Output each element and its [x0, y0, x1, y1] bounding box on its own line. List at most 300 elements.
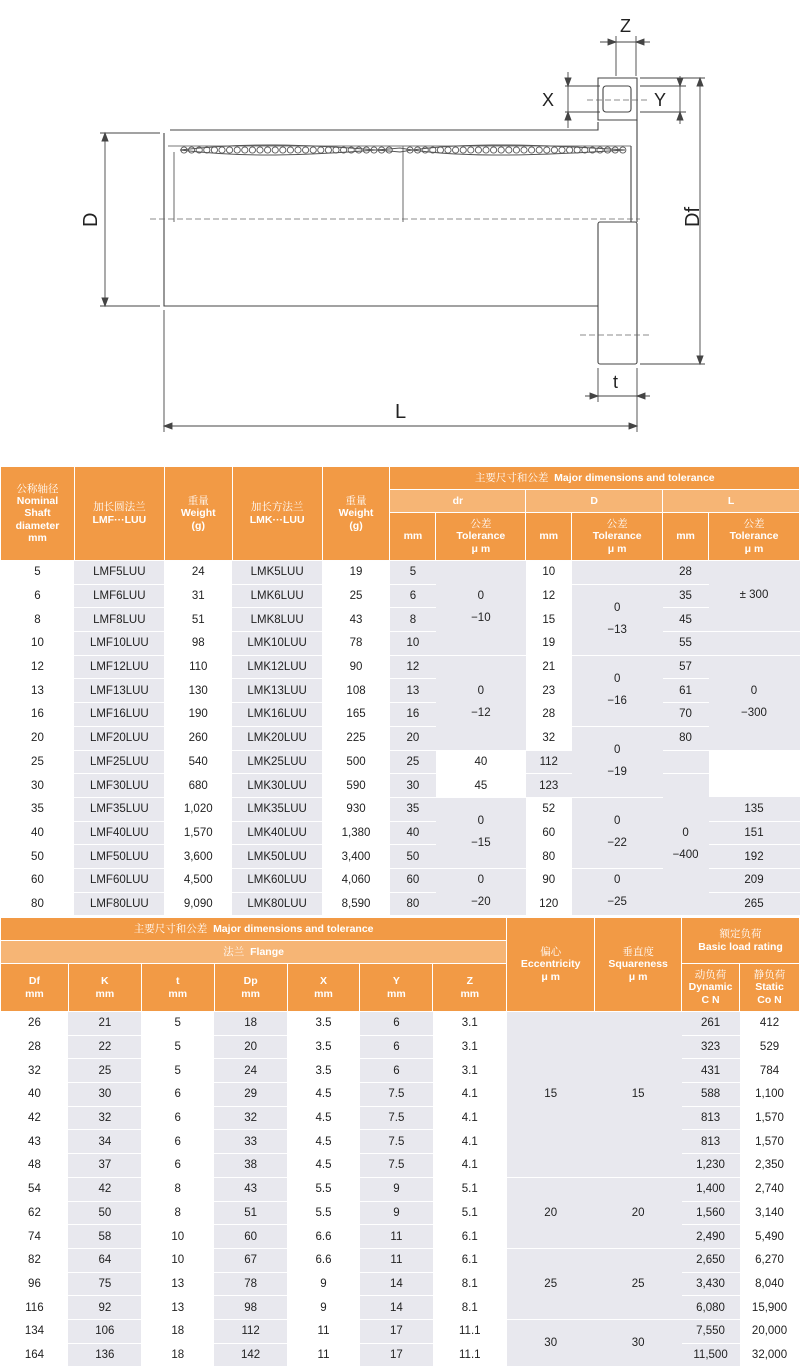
cell-x: 9	[287, 1296, 360, 1320]
cell-t: 6	[141, 1154, 214, 1178]
cell-dp: 38	[214, 1154, 287, 1178]
cell-weight-lmf: 51	[164, 608, 232, 632]
cell-d-tol	[572, 655, 663, 726]
cell-l: 28	[663, 561, 709, 585]
cell-weight-lmf: 110	[164, 655, 232, 679]
cell-static: 1,570	[740, 1106, 800, 1130]
cell-weight-lmf: 4,500	[164, 868, 232, 892]
cell-t: 18	[141, 1343, 214, 1367]
label-l: L	[395, 401, 407, 423]
cell-z: 8.1	[433, 1272, 507, 1296]
cell-l: 151	[709, 821, 800, 845]
cell-static: 8,040	[740, 1272, 800, 1296]
cell-weight-lmk: 1,380	[322, 821, 390, 845]
cell-x: 9	[287, 1272, 360, 1296]
cell-df: 82	[1, 1248, 69, 1272]
cell-k: 37	[68, 1154, 141, 1178]
cell-d-tol-upper: 0	[613, 672, 621, 685]
cell-weight-lmk: 19	[322, 561, 390, 585]
table-row	[1, 679, 800, 703]
header-z: Z mm	[433, 964, 507, 1012]
cell-t: 5	[141, 1012, 214, 1036]
cell-t: 10	[141, 1225, 214, 1249]
cell-l: 57	[663, 655, 709, 679]
cell-y: 7.5	[360, 1154, 433, 1178]
cell-shaft: 35	[1, 797, 75, 821]
cell-dr: 6	[390, 584, 436, 608]
cell-t: 8	[141, 1177, 214, 1201]
cell-dp: 51	[214, 1201, 287, 1225]
cell-d-tol-upper: 0	[613, 815, 621, 828]
cell-static: 32,000	[740, 1343, 800, 1367]
cell-y: 9	[360, 1201, 433, 1225]
cell-d-tol-upper: 0	[613, 601, 621, 614]
cell-weight-lmf: 31	[164, 584, 232, 608]
cell-lmf: LMF16LUU	[74, 703, 164, 727]
table-row	[1, 1319, 800, 1343]
cell-dr: 40	[390, 821, 436, 845]
cell-d: 15	[526, 608, 572, 632]
cell-shaft: 60	[1, 868, 75, 892]
cell-z: 3.1	[433, 1012, 507, 1036]
cell-dynamic: 3,430	[682, 1272, 740, 1296]
cell-l: 209	[709, 868, 800, 892]
cell-l-tol	[663, 750, 709, 774]
label-df: Df	[682, 207, 704, 227]
cell-lmk: LMK20LUU	[232, 726, 322, 750]
cell-eccentricity: 25	[507, 1248, 595, 1319]
header-dp: Dp mm	[214, 964, 287, 1012]
cell-d-tol	[572, 726, 663, 797]
cell-d: 19	[526, 632, 572, 656]
header-weight-lmf: 重量 Weight (g)	[164, 467, 232, 561]
cell-d: 120	[526, 892, 572, 916]
dimensions-table-1	[0, 466, 800, 916]
cell-static: 20,000	[740, 1319, 800, 1343]
cell-z: 6.1	[433, 1225, 507, 1249]
cell-dr-tol-lower: −12	[471, 706, 491, 719]
cell-weight-lmf: 3,600	[164, 845, 232, 869]
cell-d: 80	[526, 845, 572, 869]
cell-l-tol-lower: −300	[741, 706, 767, 719]
cell-y: 7.5	[360, 1106, 433, 1130]
cell-static: 2,350	[740, 1154, 800, 1178]
cell-shaft: 8	[1, 608, 75, 632]
cell-d-tol-lower: −19	[607, 765, 627, 778]
cell-weight-lmk: 165	[322, 703, 390, 727]
cell-l: 112	[526, 750, 572, 774]
cell-l: 61	[663, 679, 709, 703]
cell-dr-tol-upper: 0	[477, 684, 485, 697]
cell-l: 45	[663, 608, 709, 632]
cell-weight-lmk: 8,590	[322, 892, 390, 916]
cell-l-tol-upper: 0	[682, 826, 689, 839]
cell-weight-lmf: 1,570	[164, 821, 232, 845]
cell-l-tol-lower: −400	[672, 848, 699, 861]
cell-lmf: LMF30LUU	[74, 774, 164, 798]
cell-lmk: LMK12LUU	[232, 655, 322, 679]
cell-x: 11	[287, 1319, 360, 1343]
cell-x: 4.5	[287, 1130, 360, 1154]
bearing-body-outline	[164, 133, 598, 306]
cell-dr-tol	[436, 561, 526, 656]
cell-x: 4.5	[287, 1106, 360, 1130]
cell-z: 4.1	[433, 1130, 507, 1154]
cell-dp: 78	[214, 1272, 287, 1296]
cell-k: 58	[68, 1225, 141, 1249]
cell-static: 529	[740, 1035, 800, 1059]
header-lmf: 加长圆法兰 LMF···LUU	[74, 467, 164, 561]
cell-dr: 16	[390, 703, 436, 727]
cell-df: 42	[1, 1106, 69, 1130]
cell-d-tol	[572, 584, 663, 655]
cell-lmf: LMF13LUU	[74, 679, 164, 703]
cell-dynamic: 323	[682, 1035, 740, 1059]
cell-d-tol-lower: −25	[607, 896, 627, 909]
cell-z: 5.1	[433, 1177, 507, 1201]
cell-k: 30	[68, 1083, 141, 1107]
cell-eccentricity: 30	[507, 1319, 595, 1366]
cell-z: 4.1	[433, 1083, 507, 1107]
header-l: L	[663, 490, 800, 513]
cell-dynamic: 813	[682, 1106, 740, 1130]
cell-static: 3,140	[740, 1201, 800, 1225]
cell-lmk: LMK6LUU	[232, 584, 322, 608]
cell-shaft: 50	[1, 845, 75, 869]
cell-lmk: LMK50LUU	[232, 845, 322, 869]
cell-dr: 35	[390, 797, 436, 821]
cell-df: 48	[1, 1154, 69, 1178]
header-static: 静负荷 Static Co N	[740, 964, 800, 1012]
cell-weight-lmk: 90	[322, 655, 390, 679]
cell-dr-tol-lower: −15	[471, 836, 491, 849]
cell-dr: 5	[390, 561, 436, 585]
label-z: Z	[620, 16, 631, 36]
header-y: Y mm	[360, 964, 433, 1012]
header-d: D	[526, 490, 663, 513]
cell-lmf: LMF40LUU	[74, 821, 164, 845]
cell-dp: 20	[214, 1035, 287, 1059]
cell-df: 54	[1, 1177, 69, 1201]
cell-t: 6	[141, 1106, 214, 1130]
cell-weight-lmk: 43	[322, 608, 390, 632]
cell-t: 6	[141, 1130, 214, 1154]
cell-d-tol	[572, 868, 663, 915]
header-major-dimensions: 主要尺寸和公差 Major dimensions and tolerance	[390, 467, 800, 490]
cell-dp: 60	[214, 1225, 287, 1249]
cell-d: 40	[436, 750, 526, 774]
cell-squareness: 15	[595, 1012, 682, 1178]
cell-weight-lmf: 190	[164, 703, 232, 727]
cell-dr-tol-upper: 0	[477, 590, 485, 603]
cell-l-tol	[709, 655, 800, 750]
header-dr: dr	[390, 490, 526, 513]
cell-k: 106	[68, 1319, 141, 1343]
cell-squareness: 20	[595, 1177, 682, 1248]
cell-shaft: 16	[1, 703, 75, 727]
cell-l: 192	[709, 845, 800, 869]
cell-k: 21	[68, 1012, 141, 1036]
cell-weight-lmf: 680	[164, 774, 232, 798]
cell-y: 7.5	[360, 1130, 433, 1154]
cell-lmf: LMF10LUU	[74, 632, 164, 656]
cell-df: 26	[1, 1012, 69, 1036]
cell-shaft: 20	[1, 726, 75, 750]
cell-lmk: LMK60LUU	[232, 868, 322, 892]
cell-y: 17	[360, 1319, 433, 1343]
header-weight-lmk: 重量 Weight (g)	[322, 467, 390, 561]
header-d-mm: mm	[526, 513, 572, 561]
cell-x: 5.5	[287, 1177, 360, 1201]
cell-z: 11.1	[433, 1319, 507, 1343]
cell-l-tol	[709, 632, 800, 656]
cell-dp: 32	[214, 1106, 287, 1130]
header-major-dimensions-2: 主要尺寸和公差 Major dimensions and tolerance	[1, 918, 507, 941]
cell-shaft: 6	[1, 584, 75, 608]
cell-dynamic: 261	[682, 1012, 740, 1036]
cell-df: 116	[1, 1296, 69, 1320]
cell-df: 96	[1, 1272, 69, 1296]
label-t: t	[613, 372, 619, 392]
cell-squareness: 30	[595, 1319, 682, 1366]
cell-weight-lmf: 1,020	[164, 797, 232, 821]
cell-dynamic: 2,490	[682, 1225, 740, 1249]
cell-dp: 142	[214, 1343, 287, 1367]
cell-z: 4.1	[433, 1106, 507, 1130]
cell-dynamic: 6,080	[682, 1296, 740, 1320]
cell-d: 52	[526, 797, 572, 821]
cell-k: 42	[68, 1177, 141, 1201]
cell-d-tol	[572, 797, 663, 868]
cell-t: 13	[141, 1296, 214, 1320]
cell-z: 3.1	[433, 1059, 507, 1083]
cell-dr: 20	[390, 726, 436, 750]
table-row	[1, 1012, 800, 1036]
cell-y: 17	[360, 1343, 433, 1367]
cell-y: 7.5	[360, 1083, 433, 1107]
cell-weight-lmk: 930	[322, 797, 390, 821]
cell-weight-lmk: 25	[322, 584, 390, 608]
cell-d: 90	[526, 868, 572, 892]
cell-dr: 10	[390, 632, 436, 656]
cell-dp: 29	[214, 1083, 287, 1107]
cell-static: 412	[740, 1012, 800, 1036]
cell-static: 1,570	[740, 1130, 800, 1154]
cell-dynamic: 2,650	[682, 1248, 740, 1272]
cell-df: 40	[1, 1083, 69, 1107]
cell-l: 265	[709, 892, 800, 916]
cell-df: 134	[1, 1319, 69, 1343]
cell-d-tol-lower: −16	[607, 694, 627, 707]
header-squareness: 垂直度 Squareness μ m	[595, 918, 682, 1012]
cell-y: 6	[360, 1012, 433, 1036]
cell-df: 43	[1, 1130, 69, 1154]
cell-dp: 33	[214, 1130, 287, 1154]
cell-dr: 12	[390, 655, 436, 679]
table-row	[1, 726, 800, 750]
cell-t: 18	[141, 1319, 214, 1343]
cell-dynamic: 588	[682, 1083, 740, 1107]
cell-d-tol-lower: −13	[607, 623, 627, 636]
cell-x: 6.6	[287, 1248, 360, 1272]
cell-z: 11.1	[433, 1343, 507, 1367]
cell-d-tol-lower: −22	[607, 836, 627, 849]
cell-y: 14	[360, 1296, 433, 1320]
cell-static: 15,900	[740, 1296, 800, 1320]
label-y: Y	[654, 90, 667, 110]
cell-l: 80	[663, 726, 709, 750]
cell-t: 6	[141, 1083, 214, 1107]
cell-shaft: 80	[1, 892, 75, 916]
cell-eccentricity: 15	[507, 1012, 595, 1178]
cell-d: 45	[436, 774, 526, 798]
cell-lmk: LMK30LUU	[232, 774, 322, 798]
cell-lmk: LMK40LUU	[232, 821, 322, 845]
cell-t: 10	[141, 1248, 214, 1272]
header-x: X mm	[287, 964, 360, 1012]
cell-d: 32	[526, 726, 572, 750]
cell-z: 8.1	[433, 1296, 507, 1320]
cell-shaft: 10	[1, 632, 75, 656]
cell-shaft: 12	[1, 655, 75, 679]
cell-lmf: LMF35LUU	[74, 797, 164, 821]
cell-x: 3.5	[287, 1012, 360, 1036]
cell-dp: 43	[214, 1177, 287, 1201]
table-row	[1, 1248, 800, 1272]
table-row	[1, 608, 800, 632]
cell-k: 34	[68, 1130, 141, 1154]
cell-lmf: LMF80LUU	[74, 892, 164, 916]
cell-k: 50	[68, 1201, 141, 1225]
cell-dr-tol-upper: 0	[477, 874, 485, 887]
cell-shaft: 5	[1, 561, 75, 585]
cell-x: 3.5	[287, 1059, 360, 1083]
cell-t: 5	[141, 1035, 214, 1059]
cell-static: 784	[740, 1059, 800, 1083]
header-dr-tol: 公差 Tolerance μ m	[436, 513, 526, 561]
cell-t: 8	[141, 1201, 214, 1225]
cell-lmk: LMK25LUU	[232, 750, 322, 774]
cell-dr-tol	[436, 655, 526, 750]
cell-weight-lmk: 78	[322, 632, 390, 656]
cell-weight-lmk: 108	[322, 679, 390, 703]
cell-lmf: LMF12LUU	[74, 655, 164, 679]
cell-dr: 8	[390, 608, 436, 632]
cell-dr: 30	[390, 774, 436, 798]
cell-lmf: LMF5LUU	[74, 561, 164, 585]
cell-y: 11	[360, 1225, 433, 1249]
cell-df: 32	[1, 1059, 69, 1083]
cell-z: 3.1	[433, 1035, 507, 1059]
cell-dynamic: 1,400	[682, 1177, 740, 1201]
cell-l-tol-upper: 0	[750, 684, 758, 697]
cell-lmf: LMF6LUU	[74, 584, 164, 608]
cell-lmk: LMK16LUU	[232, 703, 322, 727]
cell-dr-tol	[436, 797, 526, 868]
table-row	[1, 1177, 800, 1201]
cell-z: 6.1	[433, 1248, 507, 1272]
cell-x: 4.5	[287, 1083, 360, 1107]
cell-dr-tol-upper: 0	[477, 815, 485, 828]
cell-d: 21	[526, 655, 572, 679]
cell-d: 60	[526, 821, 572, 845]
cell-dp: 98	[214, 1296, 287, 1320]
cell-weight-lmk: 500	[322, 750, 390, 774]
bearing-drawing	[0, 0, 800, 462]
cell-df: 74	[1, 1225, 69, 1249]
cell-dr: 13	[390, 679, 436, 703]
cell-lmk: LMK35LUU	[232, 797, 322, 821]
cell-weight-lmf: 260	[164, 726, 232, 750]
header-shaft: 公称轴径 Nominal Shaft diameter mm	[1, 467, 75, 561]
cell-l-tol-upper: ± 300	[739, 589, 769, 602]
cell-dr: 25	[390, 750, 436, 774]
cell-z: 5.1	[433, 1201, 507, 1225]
cell-dp: 18	[214, 1012, 287, 1036]
cell-shaft: 13	[1, 679, 75, 703]
cell-weight-lmk: 225	[322, 726, 390, 750]
cell-k: 64	[68, 1248, 141, 1272]
cell-d-tol-upper: 0	[613, 874, 621, 887]
cell-k: 25	[68, 1059, 141, 1083]
cell-dynamic: 1,560	[682, 1201, 740, 1225]
cell-dr-tol-lower: −10	[471, 611, 491, 624]
cell-weight-lmk: 4,060	[322, 868, 390, 892]
cell-weight-lmf: 24	[164, 561, 232, 585]
cell-dp: 67	[214, 1248, 287, 1272]
table-row	[1, 584, 800, 608]
header-df: Df mm	[1, 964, 69, 1012]
cell-d: 12	[526, 584, 572, 608]
label-x: X	[542, 90, 555, 110]
table-row	[1, 703, 800, 727]
cell-dynamic: 431	[682, 1059, 740, 1083]
cell-lmk: LMK80LUU	[232, 892, 322, 916]
cell-x: 6.6	[287, 1225, 360, 1249]
cell-static: 5,490	[740, 1225, 800, 1249]
header-lmk: 加长方法兰 LMK···LUU	[232, 467, 322, 561]
cell-y: 6	[360, 1035, 433, 1059]
cell-static: 6,270	[740, 1248, 800, 1272]
cell-x: 3.5	[287, 1035, 360, 1059]
label-d: D	[80, 212, 102, 227]
cell-df: 62	[1, 1201, 69, 1225]
cell-z: 4.1	[433, 1154, 507, 1178]
cell-l-tol	[663, 774, 709, 916]
table-row	[1, 774, 800, 798]
cell-dynamic: 1,230	[682, 1154, 740, 1178]
cell-l: 35	[663, 584, 709, 608]
dimensions-table-2	[0, 917, 800, 1367]
cell-weight-lmf: 98	[164, 632, 232, 656]
cell-weight-lmf: 130	[164, 679, 232, 703]
cell-dynamic: 11,500	[682, 1343, 740, 1367]
cell-d: 10	[526, 561, 572, 585]
cell-dr-tol	[436, 868, 526, 915]
cell-lmk: LMK8LUU	[232, 608, 322, 632]
header-dynamic: 动负荷 Dynamic C N	[682, 964, 740, 1012]
cell-weight-lmf: 9,090	[164, 892, 232, 916]
cell-l: 70	[663, 703, 709, 727]
cell-t: 13	[141, 1272, 214, 1296]
header-eccentricity: 偏心 Eccentricity μ m	[507, 918, 595, 1012]
cell-d: 28	[526, 703, 572, 727]
cell-squareness: 25	[595, 1248, 682, 1319]
cell-eccentricity: 20	[507, 1177, 595, 1248]
cell-shaft: 25	[1, 750, 75, 774]
table-row	[1, 632, 800, 656]
table-row	[1, 561, 800, 585]
